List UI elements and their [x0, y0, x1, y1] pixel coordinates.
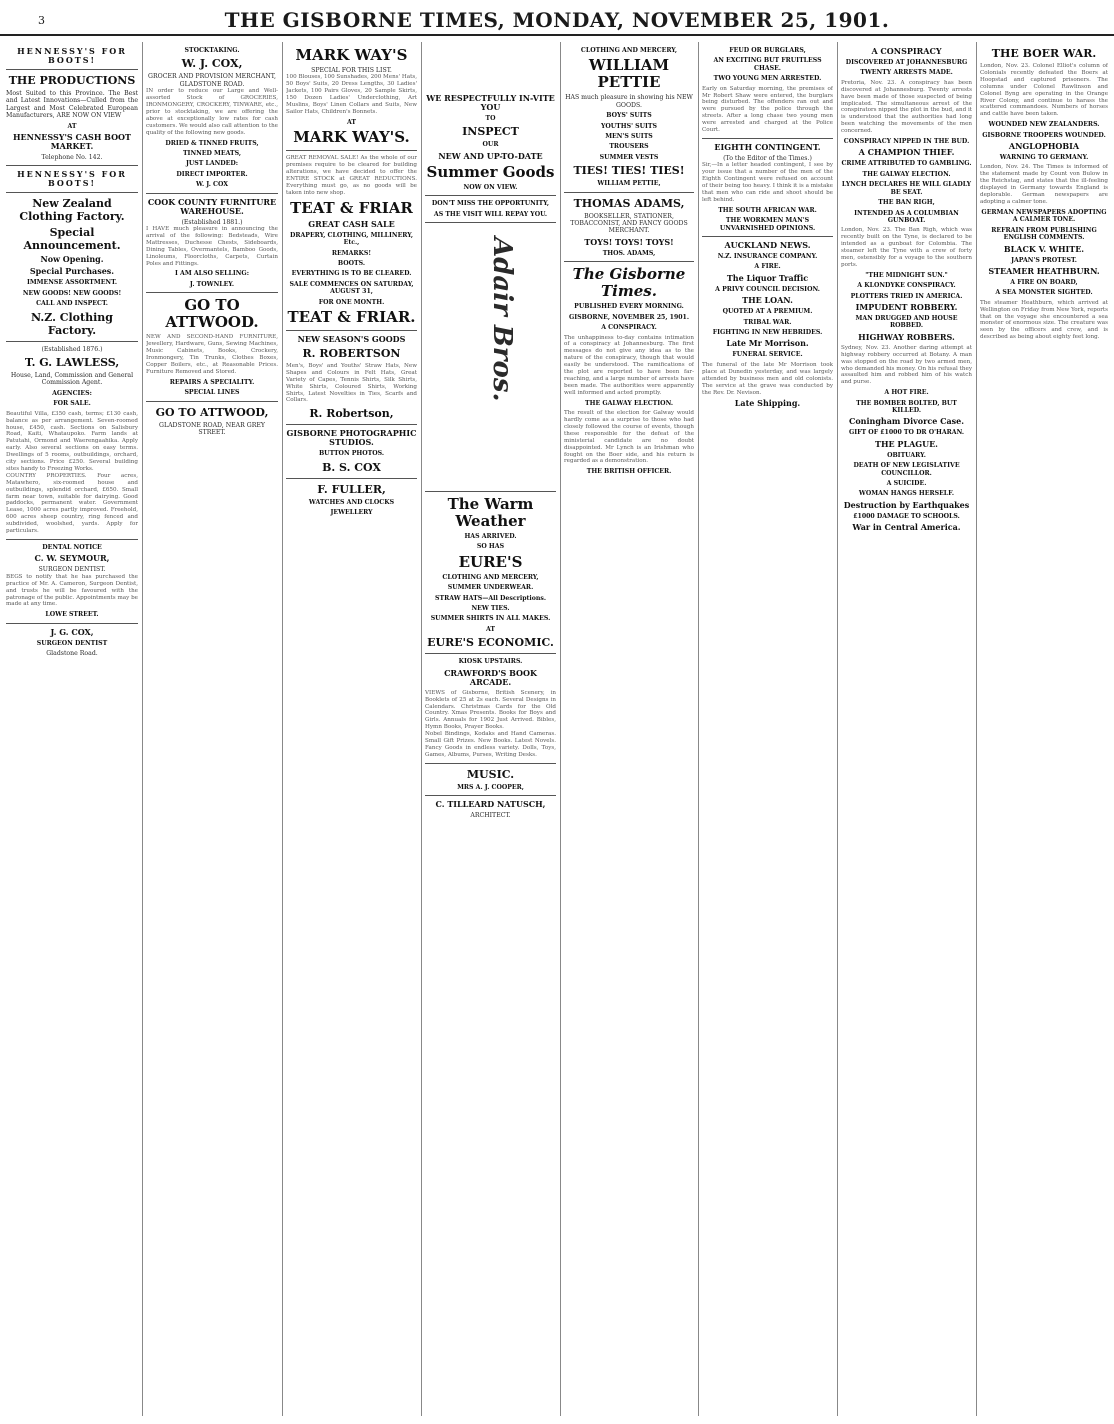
column-5: CLOTHING AND MERCERY, WILLIAM PETTIE HAS much pleasure in showing his NEW GOODS. BOYS' SUITS YOUTHS' SUITS MEN'S SUITS TROUSERS SUMMER VESTS TIES! TIES! TIES! WILLIAM PETTIE, THOMAS ADAMS, BOOKSELLER, STATIONER, TOBACCONIST, AND FANCY GOODS MERCHANT. TOYS! TOYS! TOYS! THOS. ADAMS, The Gisborne Times. PUBLISHED EVERY MORNING. GISBORNE, NOVEMBER 25, 1901. A CONSPIRACY. The unhappiness to-day contains intimation of a conspiracy at Johannesburg. The first messages do not give any idea as to the nature of the conspiracy, though that would easily be understood. The ramifications of the plot are reported to have been far-reaching, and a large number of arrests have been made. The authorities were apparently well informed and acted promptly. THE GALWAY ELECTION. The result of the election for Galway would hardly come as a surprise to those who had closely followed the course of events, though these responsible for the defeat of the ministerial candidate are no doubt disappointed. Mr Lynch is an Irishman who fought on the Boer side, and his return is regarded as a demonstration. THE BRITISH OFFICER. — [564, 47, 694, 476]
column-rule — [421, 42, 422, 1416]
column-rule — [142, 42, 143, 1416]
column-rule — [976, 42, 977, 1416]
banner: HENNESSY'S FOR BOOTS! — [17, 169, 127, 189]
nz-clothing-factory: New Zealand Clothing Factory. — [19, 197, 125, 224]
column-7: A CONSPIRACY DISCOVERED AT JOHANNESBURG TWENTY ARRESTS MADE. Pretoria, Nov. 23. A conspiracy has been discovered at Johannesburg. Twenty arrests have been made of those suspected of being implicated. The simultaneous arrest of the conspirators nipped the plot in the bud, and it is understood that the authorities had long been watching the movements of the men concerned. CONSPIRACY NIPPED IN THE BUD. A CHAMPION THIEF. CRIME ATTRIBUTED TO GAMBLING. THE GALWAY ELECTION. LYNCH DECLARES HE WILL GLADLY BE SEAT. THE BAN RIGH, INTENDED AS A COLUMBIAN GUNBOAT. London, Nov. 23. The Ban Righ, which was recently built on the Tyne, is declared to be intended as a gunboat for Colombia. The steamer left the Tyne with a crew of forty men, ostensibly for a voyage to the southern ports. "THE MIDNIGHT SUN." A KLONDYKE CONSPIRACY. PLOTTERS TRIED IN AMERICA. IMPUDENT ROBBERY. MAN DRUGGED AND HOUSE ROBBED. HIGHWAY ROBBERS. Sydney, Nov. 23. Another daring attempt at highway robbery occurred at Botany. A man was stopped on the road by two armed men, who demanded his money. On his refusal they assaulted him and robbed him of his watch and purse. A HOT FIRE. THE BOMBER BOLTED, BUT KILLED. Coningham Divorce Case. GIFT OF £1000 TO DR O'HARAN. THE PLAGUE. OBITUARY. DEATH OF NEW LEGISLATIVE COUNCILLOR. A SUICIDE. WOMAN HANGS HERSELF. Destruction by Earthquakes £1000 DAMAGE TO SCHOOLS. War in Central America. — [841, 46, 972, 533]
warm-weather: The Warm Weather — [447, 495, 534, 531]
cox-grocer: W. J. COX, — [181, 57, 243, 71]
column-6: FEUD OR BURGLARS, AN EXCITING BUT FRUITLESS CHASE. TWO YOUNG MEN ARRESTED. Early on Saturday morning, the premises of Mr Robert Shaw were entered, the burglars being disturbed. The offenders ran out and were pursued by the police through the streets. After a long chase two young men were arrested and charged at the Police Court. EIGHTH CONTINGENT. (To the Editor of the Times.) Sir,—In a letter headed contingent, I see by your issue that a number of the men of the Eighth Contingent were refused on account of their being too heavy. I think it is a mistake that men who can ride and shoot should be left behind. THE SOUTH AFRICAN WAR. THE WORKMEN MAN'S UNVARNISHED OPINIONS. AUCKLAND NEWS. N.Z. INSURANCE COMPANY. A FIRE. The Liquor Traffic A PRIVY COUNCIL DECISION. THE LOAN. QUOTED AT A PREMIUM. TRIBAL WAR. FIGHTING IN NEW HEBRIDES. Late Mr Morrison. FUNERAL SERVICE. The funeral of the late Mr Morrison took place at Dunedin yesterday, and was largely attended by business men and old colonists. The service at the grave was conducted by the Rev. Dr. Nevison. Late Shipping. — [702, 47, 833, 409]
column-2: STOCKTAKING. W. J. COX, GROCER AND PROVISION MERCHANT, GLADSTONE ROAD. IN order to reduce our Large and Well-assorted Stock of GROCERIES, IRONMONGERY, CROCKERY, TINWARE, etc., prior to stocktaking, we are offering the above at exceptionally low rates for cash customers. We would also call attention to the quality of the following new goods. DRIED & TINNED FRUITS, TINNED MEATS, JUST LANDED: DIRECT IMPORTER. W. J. COX COOK COUNTY FURNITURE WAREHOUSE. (Established 1881.) I HAVE much pleasure in announcing the arrival of the following: Bedsteads, Wire Mattresses, Duchesse Chests, Sideboards, Dining Tables, Overmantels, Bamboo Goods, Linoleums, Floorcloths, Carpets, Curtain Poles and Fittings. I AM ALSO SELLING: J. TOWNLEY. GO TO ATTWOOD. NEW AND SECOND-HAND FURNITURE, Jewellery, Hardware, Guns, Sewing Machines, Music Cabinets, Books, Crockery, Ironmongery, Tin Trunks, Clothes Boxes, Copper Boilers, etc., at Reasonable Prices. Furniture Removed and Stored. REPAIRS A SPECIALITY. SPECIAL LINES GO TO ATTWOOD, GLADSTONE ROAD, NEAR GREY STREET. — [146, 47, 278, 436]
column-1: HENNESSY'S FOR BOOTS! THE PRODUCTIONS Most Suited to this Province. The Best and Latest Innovations—Culled from the Largest and Most Celebrated European Manufacturers, ARE NOW ON VIEW AT HENNESSY'S CASH BOOT MARKET. Telephone No. 142. HENNESSY'S FOR BOOTS! New Zealand Clothing Factory. Special Announcement. Now Opening. Special Purchases. IMMENSE ASSORTMENT. NEW GOODS! NEW GOODS! CALL AND INSPECT. N.Z. Clothing Factory. (Established 1876.) T. G. LAWLESS, House, Land, Commission and General Commission Agent. AGENCIES: FOR SALE. Beautiful Villa, £350 cash, terms; £130 cash, balance as per arrangement. Seven-roomed house, £450, cash. Sections on Salisbury Road, Kaiti, Whataupoko. Farm lands at Patutahi, Ormond and Waerengaahika. Apply early. Also several sections on easy terms. Dwellings of 5 rooms, outbuildings, orchard, city sections. Price £250. Several building sites handy to Freezing Works. COUNTRY PROPERTIES. Four acres, Matawhero, six-roomed house and outbuildings, splendid orchard, £650. Small farm near town, suitable for dairying. Good paddocks, permanent water. Government Lease, 1000 acres partly improved. Freehold, 600 acres sheep country, ring fenced and subdivided, woolshed, yards. Apply for particulars. DENTAL NOTICE C. W. SEYMOUR, SURGEON DENTIST. BEGS to notify that he has purchased the practice of Mr. A. Cameron, Surgeon Dentist, and trusts he will be favoured with the patronage of the public. Appointments may be made at any time. LOWE STREET. J. G. COX, SURGEON DENTIST Gladstone Road. — [6, 46, 138, 658]
mark-ways: MARK WAY'S — [295, 46, 408, 64]
column-rule — [698, 42, 699, 1416]
productions-title: THE PRODUCTIONS — [8, 74, 136, 87]
teat-friar: TEAT & FRIAR — [290, 198, 413, 217]
cook-county: COOK COUNTY FURNITURE WAREHOUSE. — [147, 196, 277, 216]
attwood-heading: GO TO ATTWOOD. — [165, 296, 259, 332]
paper-title: The Gisborne Times. — [572, 265, 686, 301]
cox-name: J. G. COX, — [50, 626, 94, 637]
column-8: THE BOER WAR. London, Nov. 23. Colonel Elliot's column of Colonials recently defeated the Boers at Hoopstad and captured prisoners. The columns under Colonel Rawlinson and Colonel Byng are operating in the Orange River Colony, and continue to harass the scattered commandoes. Numbers of horses and cattle have been taken. WOUNDED NEW ZEALANDERS. GISBORNE TROOPERS WOUNDED. ANGLOPHOBIA WARNING TO GERMANY. London, Nov. 24. The Times is informed of the statement made by Count von Bulow in the Reichstag, and states that the ill-feeling displayed in Germany towards England is deplorable. German newspapers are adopting a calmer tone. GERMAN NEWSPAPERS ADOPTING A CALMER TONE. REFRAIN FROM PUBLISHING ENGLISH COMMENTS. BLACK V. WHITE. JAPAN'S PROTEST. STEAMER HEATHBURN. A FIRE ON BOARD, A SEA MONSTER SIGHTED. The steamer Heathburn, which arrived at Wellington on Friday from New York, reports that on the voyage she encountered a sea monster of enormous size. The creature was seen by the officers and crew, and is described as being about eighty feet long. — [980, 47, 1108, 341]
summer-goods: Summer Goods — [426, 162, 555, 181]
column-rule — [560, 42, 561, 1416]
vertical-logo: Adair Bros. — [487, 237, 517, 402]
seymour-name: C. W. SEYMOUR, — [34, 553, 110, 564]
column-rule — [837, 42, 838, 1416]
column-4: WE RESPECTFULLY IN-VITE YOU TO INSPECT OUR NEW AND UP-TO-DATE Summer Goods NOW ON VIEW. DON'T MISS THE OPPORTUNITY, AS THE VISIT WILL REPAY YOU. Adair Bros. The Warm Weather HAS ARRIVED. SO HAS EURE'S CLOTHING AND MERCERY, SUMMER UNDERWEAR. STRAW HATS—All Descriptions. NEW TIES. SUMMER SHIRTS IN ALL MAKES. AT EURE'S ECONOMIC. KIOSK UPSTAIRS. CRAWFORD'S BOOK ARCADE. VIEWS of Gisborne, British Scenery, in Booklets of 25 at 2s each. Several Designs in Calendars. Christmas Cards for the Old Country. Xmas Presents. Books for Boys and Girls. Annuals for 1902 Just Arrived. Bibles, Hymn Books, Prayer Books. Nobel Bindings, Kodaks and Hand Cameras. Small Gift Prizes. New Books. Latest Novels. Fancy Goods in endless variety. Dolls, Toys, Games, Albums, Purses, Writing Desks. MUSIC. MRS A. J. COOPER, C. TILLEARD NATUSCH, ARCHITECT. — [425, 93, 556, 820]
masthead — [0, 0, 1114, 36]
page-number: 3 — [38, 14, 45, 27]
pettie: WILLIAM PETTIE — [588, 56, 670, 92]
column-3: MARK WAY'S SPECIAL FOR THIS LIST. 100 Blouses, 100 Sunshades, 200 Mens' Hats, 50 Boys' Suits, 20 Dress Lengths, 30 Ladies' Jackets, 100 Pairs Gloves, 20 Sample Skirts, 150 Dozen Ladies' Underclothing, Art Muslins, Boys' Linen Collars and Suits, New Sailor Hats, Children's Bonnets. AT MARK WAY'S. GREAT REMOVAL SALE! As the whole of our premises require to be cleared for building alterations, we have decided to offer the ENTIRE STOCK at GREAT REDUCTIONS. Everything must go, as no goods will be taken into new shop. TEAT & FRIAR GREAT CASH SALE DRAPERY, CLOTHING, MILLINERY, Etc., REMARKS! BOOTS. EVERYTHING IS TO BE CLEARED. SALE COMMENCES ON SATURDAY, AUGUST 31, FOR ONE MONTH. TEAT & FRIAR. NEW SEASON'S GOODS R. ROBERTSON Men's, Boys' and Youths' Straw Hats, New Shapes and Colours in Felt Hats, Great Variety of Capes, Tennis Shirts, Silk Shirts, White Shirts, Coloured Shirts, Working Shirts, Latest Novelties in Ties, Scarfs and Collars. R. Robertson, GISBORNE PHOTOGRAPHIC STUDIOS. BUTTON PHOTOS. B. S. COX F. FULLER, WATCHES AND CLOCKS JEWELLERY — [286, 46, 417, 517]
productions-body: Most Suited to this Province. The Best and Latest Innovations—Culled from the Largest and Most Celebrated European Manufacturers, ARE NOW ON VIEW — [6, 90, 138, 120]
boot-market: HENNESSY'S CASH BOOT MARKET. — [13, 132, 131, 152]
column-rule — [282, 42, 283, 1416]
robertson: R. ROBERTSON — [302, 346, 401, 360]
newspaper-title: THE GISBORNE TIMES, MONDAY, NOVEMBER 25, 1901. — [224, 8, 890, 32]
banner: HENNESSY'S FOR BOOTS! — [17, 46, 127, 65]
lawless-name: T. G. LAWLESS, — [24, 356, 120, 370]
